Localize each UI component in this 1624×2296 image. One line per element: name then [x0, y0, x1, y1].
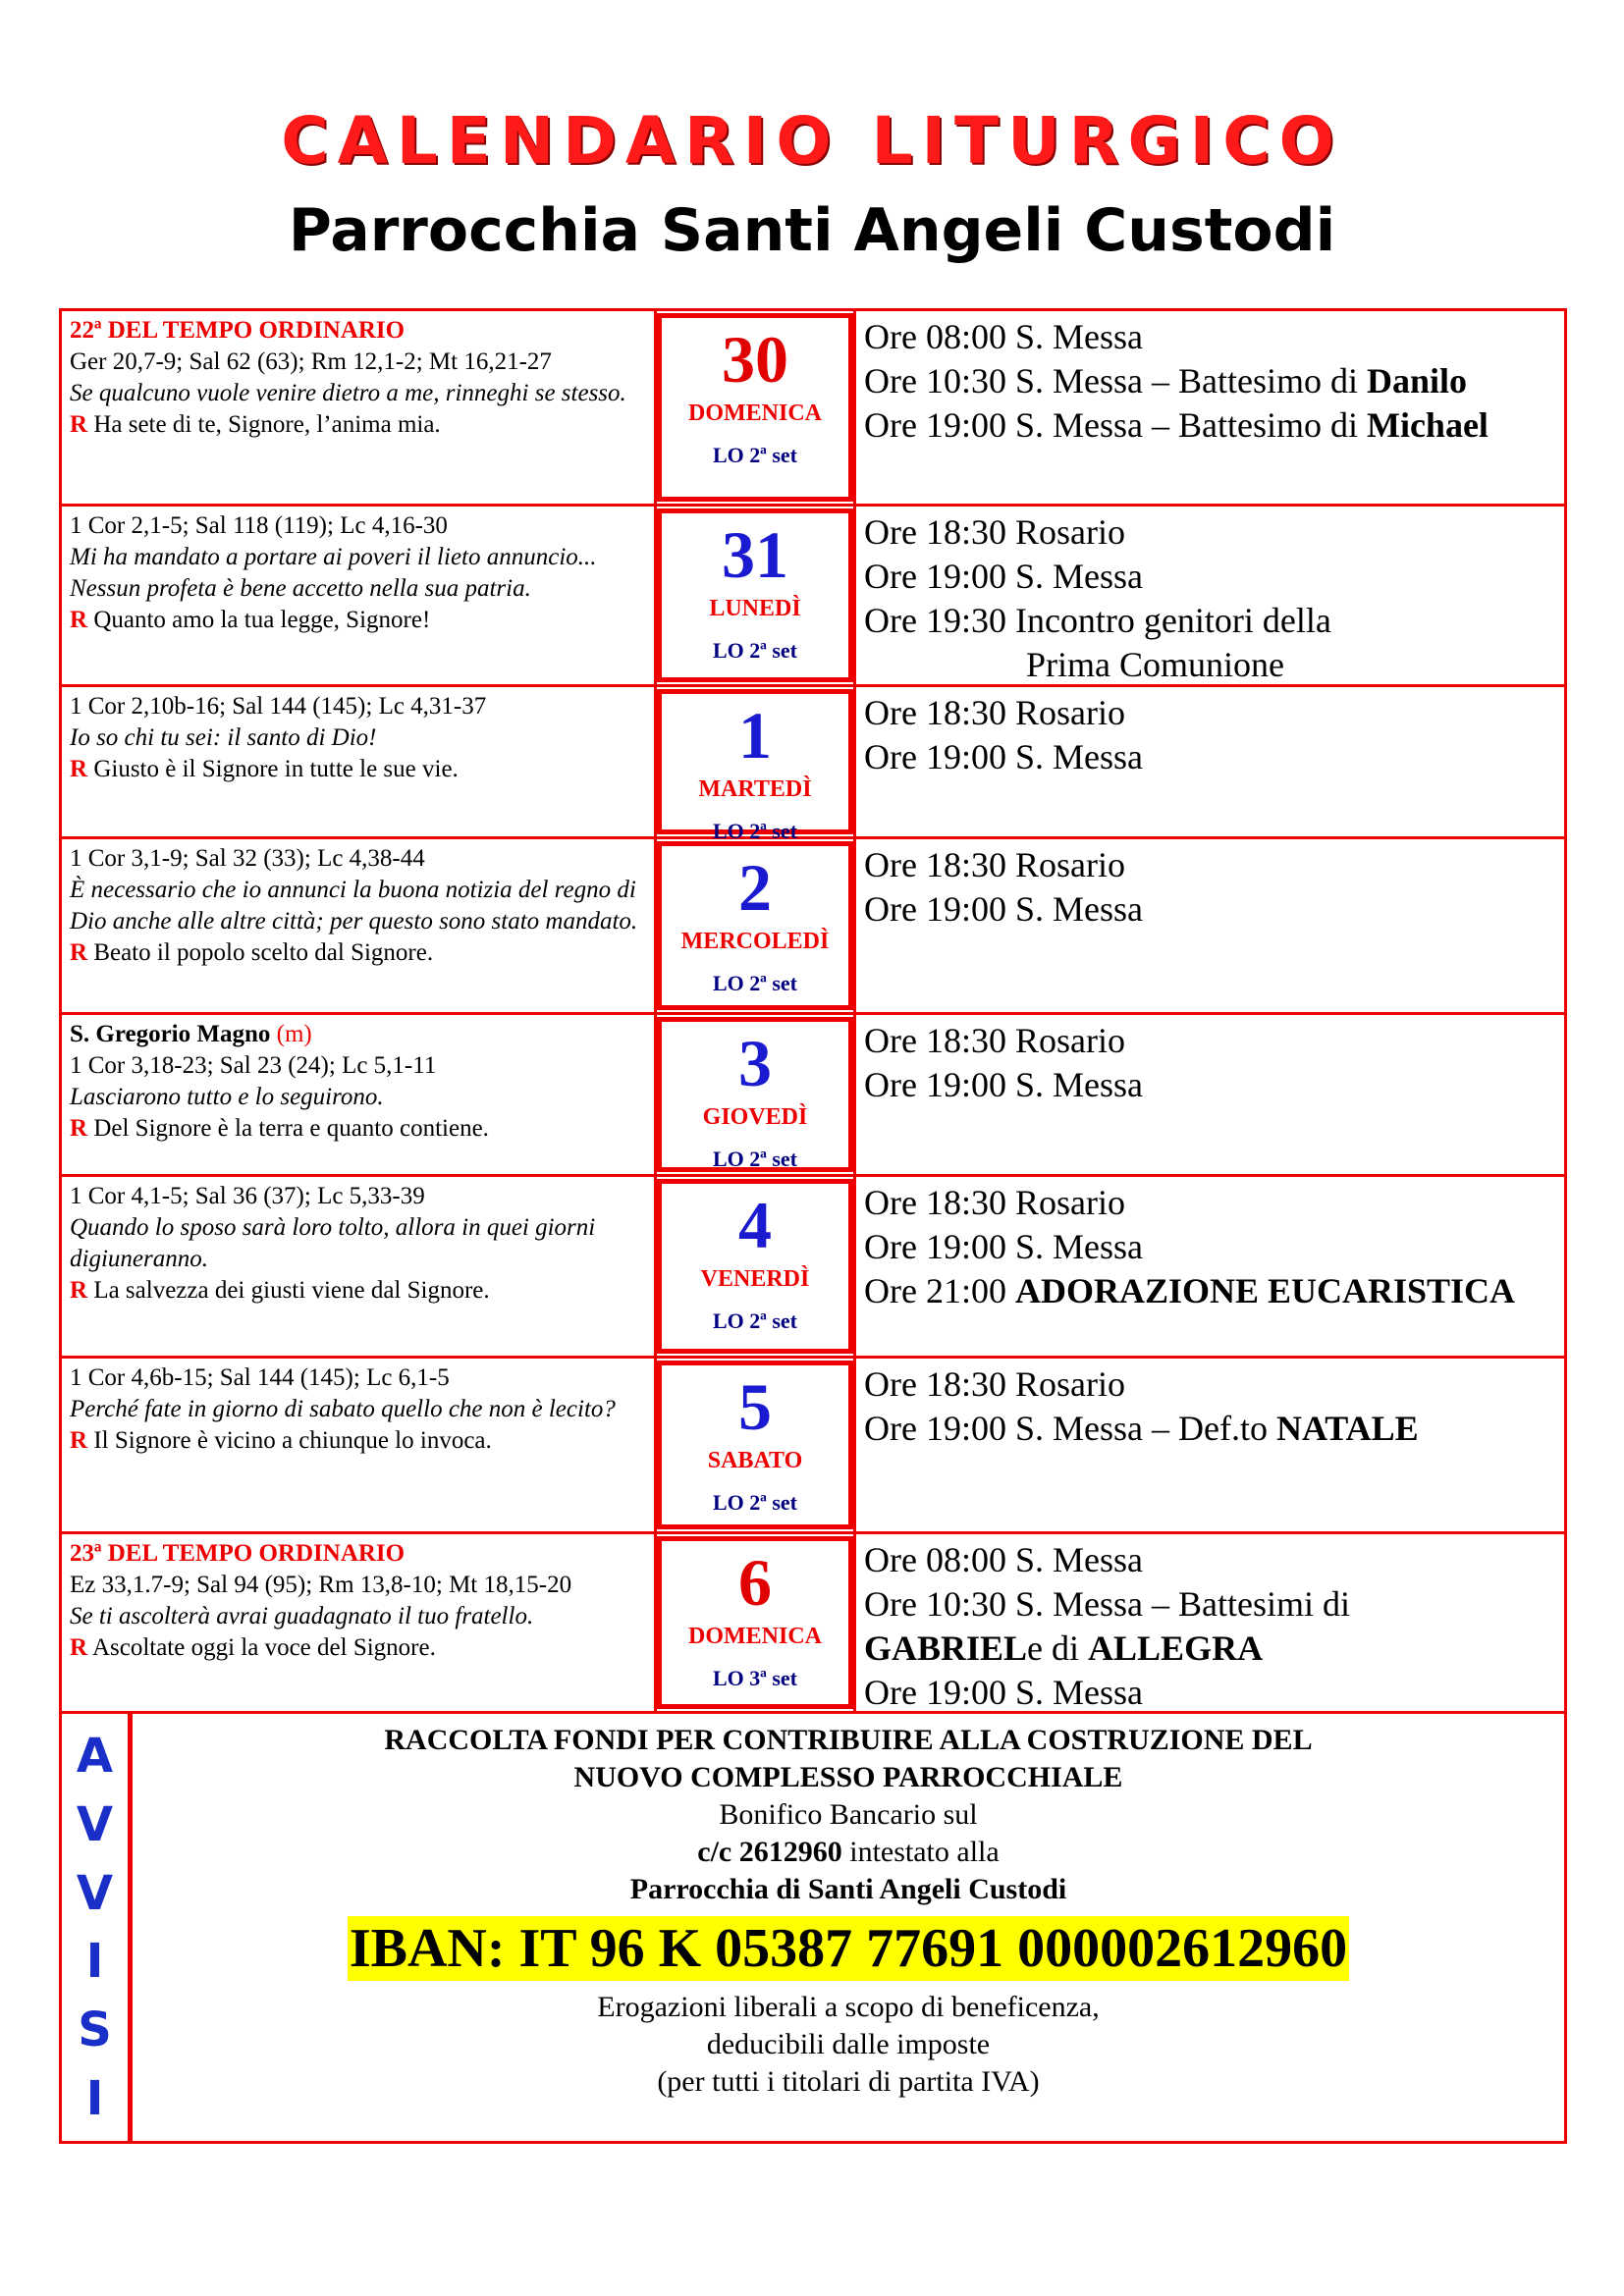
- day-row: [62, 1359, 1564, 1534]
- weekday: GIOVEDÌ: [702, 1104, 808, 1130]
- gospel-quote: Se qualcuno vuole venire dietro a me, rinneghi se stesso.: [70, 380, 626, 406]
- schedule-cell: [853, 1177, 1564, 1356]
- event-text: Ore 10:30 S. Messa – Battesimo di: [864, 361, 1367, 400]
- liturgy-cell: [62, 839, 657, 1012]
- response-marker: R: [70, 1427, 88, 1454]
- donation-note-3: (per tutti i titolari di partita IVA): [657, 2065, 1040, 2098]
- account-number: c/c 2612960: [697, 1836, 842, 1868]
- day-number: 1: [738, 698, 772, 773]
- page-title: CALENDARIO LITURGICO: [281, 103, 1343, 179]
- account-line: [133, 1834, 1564, 1871]
- schedule-cell: [853, 839, 1564, 1012]
- account-holder-label: intestato alla: [841, 1836, 1000, 1868]
- readings: 1 Cor 4,1-5; Sal 36 (37); Lc 5,33-39: [70, 1183, 425, 1209]
- schedule-cell: [853, 1359, 1564, 1531]
- liturgy-hours-week: LO 2ª set: [712, 1490, 798, 1515]
- event-text: Ore 19:00 S. Messa: [864, 889, 1143, 929]
- day-row: [62, 839, 1564, 1015]
- event-text: Ore 19:00 S. Messa: [864, 1065, 1143, 1104]
- event-line: [864, 1538, 1556, 1582]
- event-line: [864, 1225, 1556, 1269]
- event-line: [864, 1407, 1556, 1451]
- avvisi-label: [62, 1714, 133, 2141]
- day-row: [62, 1177, 1564, 1359]
- psalm-response: [70, 937, 646, 969]
- response-text: Il Signore è vicino a chiunque lo invoca.: [93, 1427, 492, 1454]
- donation-note-1: Erogazioni liberali a scopo di beneficenza,: [597, 1991, 1100, 2023]
- liturgy-hours-week: LO 3ª set: [712, 1666, 798, 1690]
- week-title: 23ª DEL TEMPO ORDINARIO: [70, 1540, 406, 1567]
- liturgy-cell: [62, 687, 657, 836]
- response-text: La salvezza dei giusti viene dal Signore.: [93, 1277, 490, 1304]
- date-cell: [657, 1536, 853, 1709]
- response-text: Ha sete di te, Signore, l’anima mia.: [93, 411, 441, 438]
- day-row: [62, 311, 1564, 507]
- readings: 1 Cor 2,1-5; Sal 118 (119); Lc 4,16-30: [70, 512, 448, 539]
- event-text: Ore 10:30 S. Messa – Battesimi di: [864, 1584, 1350, 1624]
- event-highlight: ADORAZIONE EUCARISTICA: [1014, 1271, 1516, 1310]
- response-text: Beato il popolo scelto dal Signore.: [93, 939, 434, 966]
- day-number: 5: [738, 1369, 772, 1444]
- event-line: [864, 1582, 1556, 1627]
- psalm-response: [70, 1425, 646, 1457]
- event-text: Ore 18:30 Rosario: [864, 845, 1125, 884]
- day-row: [62, 1534, 1564, 1714]
- gospel-quote: Se ti ascolterà avrai guadagnato il tuo fratello.: [70, 1603, 534, 1629]
- bank-transfer-label: Bonifico Bancario sul: [719, 1798, 978, 1831]
- event-line: [864, 1063, 1556, 1107]
- liturgy-cell: [62, 507, 657, 684]
- week-title: 22ª DEL TEMPO ORDINARIO: [70, 317, 406, 344]
- event-text: Ore 18:30 Rosario: [864, 1183, 1125, 1222]
- event-text: Prima Comunione: [1026, 645, 1284, 684]
- event-text: Ore 18:30 Rosario: [864, 1364, 1125, 1404]
- schedule-cell: [853, 687, 1564, 836]
- iban: IBAN: IT 96 K 05387 77691 000002612960: [349, 1918, 1348, 1979]
- event-line: [864, 555, 1556, 599]
- event-line: [864, 1019, 1556, 1063]
- saint-line: [70, 1019, 646, 1050]
- day-row: [62, 507, 1564, 687]
- event-text: Ore 18:30 Rosario: [864, 1021, 1125, 1060]
- event-text: Ore 19:00 S. Messa: [864, 1673, 1143, 1712]
- event-line: [864, 1362, 1556, 1407]
- event-line: [864, 510, 1556, 555]
- readings: 1 Cor 3,1-9; Sal 32 (33); Lc 4,38-44: [70, 845, 425, 872]
- event-line: [864, 599, 1556, 643]
- event-line: [864, 843, 1556, 887]
- day-number: 30: [722, 322, 788, 397]
- gospel-quote: Quando lo sposo sarà loro tolto, allora in quei giorni digiuneranno.: [70, 1214, 596, 1272]
- schedule-cell: [853, 311, 1564, 504]
- day-number: 31: [722, 517, 788, 592]
- response-marker: R: [70, 939, 88, 966]
- event-text: e di: [1027, 1629, 1089, 1668]
- liturgy-cell: [62, 1015, 657, 1174]
- fundraising-title-2: NUOVO COMPLESSO PARROCCHIALE: [573, 1761, 1123, 1793]
- event-text: Ore 19:30 Incontro genitori della: [864, 601, 1331, 640]
- response-marker: R: [70, 1634, 88, 1661]
- saint-tag: (m): [276, 1021, 312, 1047]
- avvisi-section: [62, 1714, 1564, 2141]
- parish-name: Parrocchia Santi Angeli Custodi: [288, 196, 1336, 265]
- event-line: [864, 403, 1556, 448]
- response-text: Ascoltate oggi la voce del Signore.: [91, 1634, 436, 1661]
- event-text: Ore 19:00 S. Messa: [864, 1227, 1143, 1266]
- event-text: Ore 19:00 S. Messa – Battesimo di: [864, 405, 1367, 445]
- liturgy-cell: [62, 1534, 657, 1711]
- gospel-quote: Lasciarono tutto e lo seguirono.: [70, 1084, 384, 1110]
- readings: Ger 20,7-9; Sal 62 (63); Rm 12,1-2; Mt 16,21-27: [70, 348, 552, 375]
- day-number: 2: [738, 850, 772, 925]
- psalm-response: [70, 1632, 646, 1664]
- readings: 1 Cor 3,18-23; Sal 23 (24); Lc 5,1-11: [70, 1052, 437, 1079]
- day-row: [62, 687, 1564, 843]
- weekday: MERCOLEDÌ: [680, 929, 830, 954]
- date-cell: [657, 508, 853, 682]
- gospel-quote: Io so chi tu sei: il santo di Dio!: [70, 724, 377, 751]
- weekday: VENERDÌ: [700, 1266, 810, 1292]
- readings: 1 Cor 2,10b-16; Sal 144 (145); Lc 4,31-37: [70, 693, 487, 720]
- event-line: [864, 1627, 1556, 1671]
- liturgy-cell: [62, 311, 657, 504]
- psalm-response: [70, 754, 646, 785]
- avvisi-letter: V: [76, 1796, 114, 1852]
- event-text: Ore 19:00 S. Messa: [864, 557, 1143, 596]
- weekday: DOMENICA: [688, 400, 822, 426]
- liturgy-hours-week: LO 2ª set: [712, 1147, 798, 1171]
- event-highlight: NATALE: [1275, 1409, 1419, 1448]
- response-marker: R: [70, 607, 88, 633]
- psalm-response: [70, 605, 646, 636]
- weekday: LUNEDÌ: [709, 596, 801, 621]
- psalm-response: [70, 1113, 646, 1145]
- event-text: Ore 19:00 S. Messa: [864, 737, 1143, 776]
- event-text: Ore 21:00: [864, 1271, 1015, 1310]
- readings: Ez 33,1.7-9; Sal 94 (95); Rm 13,8-10; Mt 18,15-20: [70, 1572, 572, 1598]
- psalm-response: [70, 1275, 646, 1307]
- day-number: 3: [738, 1026, 772, 1100]
- response-marker: R: [70, 756, 88, 782]
- liturgy-hours-week: LO 2ª set: [712, 971, 798, 995]
- readings: 1 Cor 4,6b-15; Sal 144 (145); Lc 6,1-5: [70, 1364, 450, 1391]
- event-line: [864, 643, 1556, 687]
- event-line: [864, 1671, 1556, 1715]
- schedule-cell: [853, 1534, 1564, 1711]
- event-highlight: Michael: [1366, 405, 1489, 445]
- avvisi-letter: I: [85, 2071, 104, 2127]
- liturgy-hours-week: LO 2ª set: [712, 819, 798, 843]
- event-line: [864, 1181, 1556, 1225]
- schedule-cell: [853, 1015, 1564, 1174]
- response-text: Giusto è il Signore in tutte le sue vie.: [93, 756, 459, 782]
- calendar-table: [59, 308, 1567, 2144]
- response-marker: R: [70, 411, 88, 438]
- date-cell: [657, 1361, 853, 1529]
- event-line: [864, 359, 1556, 403]
- event-highlight: GABRIEL: [864, 1629, 1028, 1668]
- day-number: 6: [738, 1545, 772, 1620]
- date-cell: [657, 1017, 853, 1172]
- liturgy-cell: [62, 1359, 657, 1531]
- day-row: [62, 1015, 1564, 1177]
- event-text: Ore 18:30 Rosario: [864, 693, 1125, 732]
- weekday: MARTEDÌ: [698, 776, 812, 802]
- date-cell: [657, 689, 853, 843]
- account-holder: Parrocchia di Santi Angeli Custodi: [629, 1873, 1067, 1905]
- gospel-quote: Mi ha mandato a portare ai poveri il lieto annuncio... Nessun profeta è bene accetto nella sua patria.: [70, 544, 597, 602]
- psalm-response: [70, 409, 646, 441]
- date-cell: [657, 1179, 853, 1354]
- liturgy-hours-week: LO 2ª set: [712, 638, 798, 663]
- event-highlight: ALLEGRA: [1088, 1629, 1264, 1668]
- schedule-cell: [853, 507, 1564, 684]
- event-highlight: Danilo: [1366, 361, 1467, 400]
- response-text: Del Signore è la terra e quanto contiene.: [93, 1115, 489, 1142]
- day-number: 4: [738, 1188, 772, 1262]
- liturgy-hours-week: LO 2ª set: [712, 1308, 798, 1333]
- saint-name: S. Gregorio Magno: [70, 1021, 271, 1047]
- event-line: [864, 887, 1556, 932]
- event-text: Ore 08:00 S. Messa: [864, 317, 1143, 356]
- event-line: [864, 1269, 1556, 1313]
- event-text: Ore 18:30 Rosario: [864, 512, 1125, 552]
- donation-note-2: deducibili dalle imposte: [706, 2028, 991, 2060]
- response-marker: R: [70, 1115, 88, 1142]
- gospel-quote: È necessario che io annunci la buona notizia del regno di Dio anche alle altre città; per questo sono stato mandato.: [70, 877, 638, 934]
- response-marker: R: [70, 1277, 88, 1304]
- date-cell: [657, 313, 853, 502]
- event-line: [864, 691, 1556, 735]
- event-text: Ore 19:00 S. Messa – Def.to: [864, 1409, 1276, 1448]
- response-text: Quanto amo la tua legge, Signore!: [93, 607, 431, 633]
- avvisi-content: [133, 1714, 1564, 2141]
- avvisi-letter: I: [85, 1934, 104, 1990]
- avvisi-letter: S: [78, 2002, 112, 2058]
- weekday: SABATO: [707, 1448, 803, 1473]
- event-line: [864, 315, 1556, 359]
- weekday: DOMENICA: [688, 1624, 822, 1649]
- avvisi-letter: A: [76, 1728, 114, 1784]
- event-text: Ore 08:00 S. Messa: [864, 1540, 1143, 1579]
- liturgy-cell: [62, 1177, 657, 1356]
- fundraising-title-1: RACCOLTA FONDI PER CONTRIBUIRE ALLA COSTRUZIONE DEL: [384, 1724, 1313, 1756]
- gospel-quote: Perché fate in giorno di sabato quello che non è lecito?: [70, 1396, 616, 1422]
- event-line: [864, 735, 1556, 779]
- date-cell: [657, 841, 853, 1010]
- avvisi-letter: V: [76, 1865, 114, 1921]
- liturgy-hours-week: LO 2ª set: [712, 443, 798, 467]
